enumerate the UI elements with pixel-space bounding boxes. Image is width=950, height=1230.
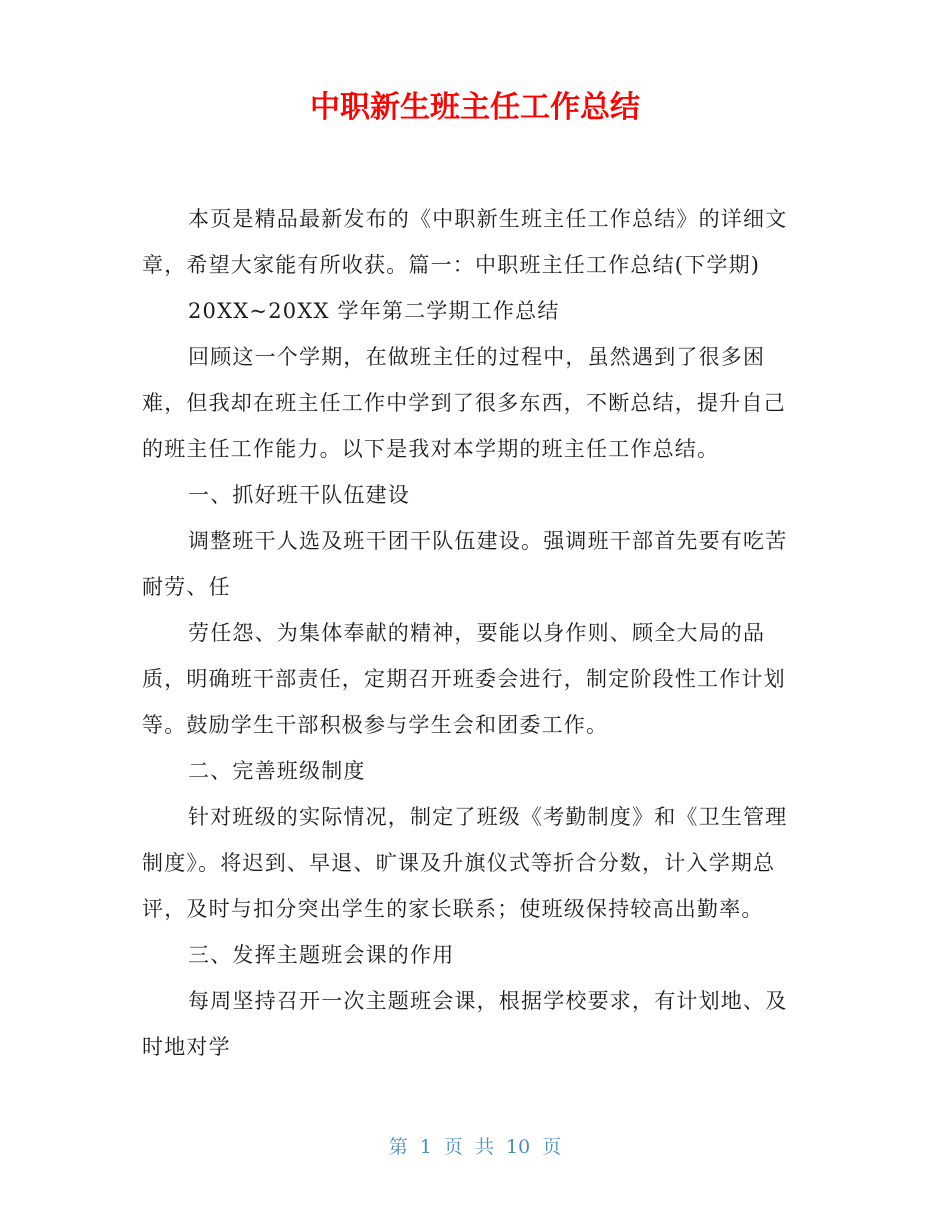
- section-heading-1: 一、抓好班干队伍建设: [188, 483, 410, 507]
- document-body: [142, 196, 802, 1070]
- document-title: 中职新生班主任工作总结: [310, 90, 640, 125]
- section-heading-2: 二、完善班级制度: [188, 759, 366, 783]
- paragraph-review: 回顾这一个学期，在做班主任的过程中，虽然遇到了很多困难，但我却在班主任工作中学到了很多东西，不断总结，提升自己的班主任工作能力。以下是我对本学期的班主任工作总结。: [142, 345, 786, 461]
- paragraph-section-1a: 调整班干人选及班干团干队伍建设。强调班干部首先要有吃苦耐劳、任: [142, 529, 788, 599]
- section-heading-3: 三、发挥主题班会课的作用: [188, 943, 455, 967]
- paragraph-section-1b: 劳任怨、为集体奉献的精神，要能以身作则、顾全大局的品质，明确班干部责任，定期召开班委会进行，制定阶段性工作计划等。鼓励学生干部积极参与学生会和团委工作。: [142, 621, 786, 737]
- page-number-footer: 第 1 页 共 10 页: [388, 1136, 562, 1158]
- paragraph-intro: 本页是精品最新发布的《中职新生班主任工作总结》的详细文章，希望大家能有所收获。篇一：中职班主任工作总结(下学期): [142, 207, 788, 277]
- paragraph-section-2: 针对班级的实际情况，制定了班级《考勤制度》和《卫生管理制度》。将迟到、早退、旷课及升旗仪式等折合分数，计入学期总评，及时与扣分突出学生的家长联系；使班级保持较高出勤率。: [142, 805, 788, 921]
- paragraph-section-3: 每周坚持召开一次主题班会课，根据学校要求，有计划地、及时地对学: [142, 989, 788, 1059]
- paragraph-term: 20XX~20XX 学年第二学期工作总结: [188, 299, 560, 323]
